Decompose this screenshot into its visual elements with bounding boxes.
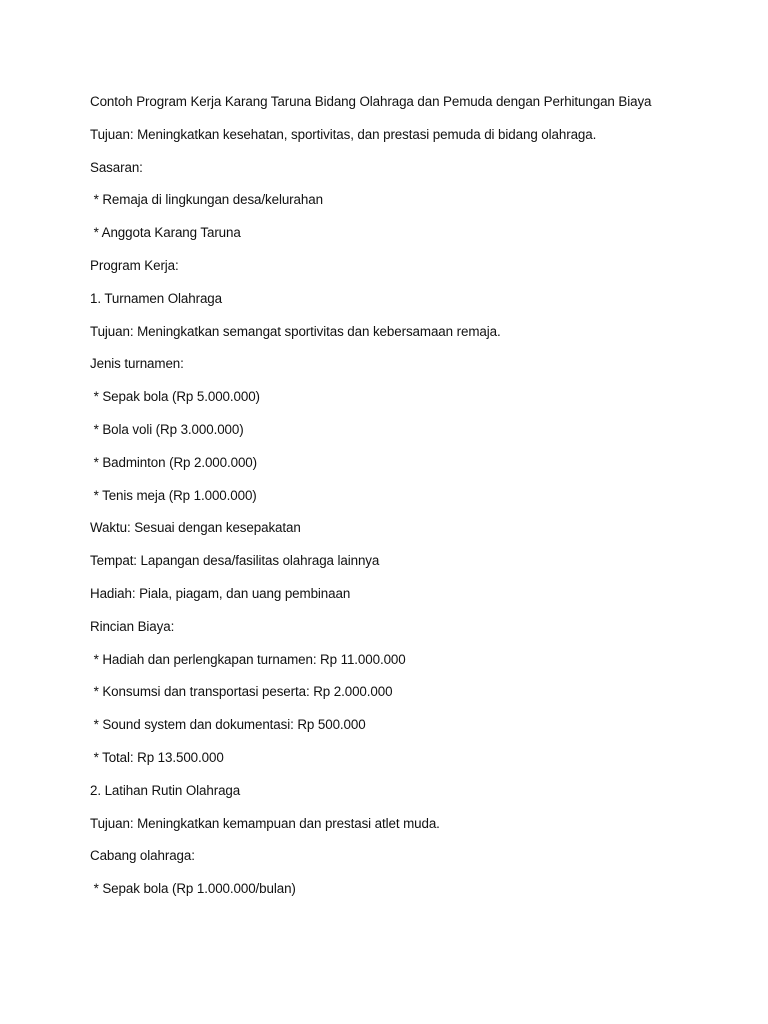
tournament-item: * Sepak bola (Rp 5.000.000) [90,389,260,405]
goal-line: Tujuan: Meningkatkan kesehatan, sportivitas, dan prestasi pemuda di bidang olahraga. [90,126,597,142]
cost-item: * Hadiah dan perlengkapan turnamen: Rp 11.000.000 [90,651,406,667]
program-1-goal: Tujuan: Meningkatkan semangat sportivitas dan kebersamaan remaja. [90,323,501,339]
tournament-item: * Bola voli (Rp 3.000.000) [90,421,244,437]
prize-line: Hadiah: Piala, piagam, dan uang pembinaan [90,585,351,601]
target-item: * Anggota Karang Taruna [90,225,241,241]
target-heading: Sasaran: [90,159,143,175]
program-2-title: 2. Latihan Rutin Olahraga [90,782,241,798]
program-heading: Program Kerja: [90,257,179,273]
cost-item: * Sound system dan dokumentasi: Rp 500.000 [90,717,366,733]
time-line: Waktu: Sesuai dengan kesepakatan [90,520,301,536]
tournament-types-heading: Jenis turnamen: [90,356,184,372]
tournament-item: * Badminton (Rp 2.000.000) [90,454,258,470]
program-1-title: 1. Turnamen Olahraga [90,290,222,306]
tournament-item: * Tenis meja (Rp 1.000.000) [90,487,257,503]
program-2-goal: Tujuan: Meningkatkan kemampuan dan prestasi atlet muda. [90,815,440,831]
cost-total: * Total: Rp 13.500.000 [90,749,224,765]
sports-branch-item: * Sepak bola (Rp 1.000.000/bulan) [90,881,296,897]
cost-item: * Konsumsi dan transportasi peserta: Rp 2.000.000 [90,684,393,700]
document-title: Contoh Program Kerja Karang Taruna Bidang Olahraga dan Pemuda dengan Perhitungan Biaya [90,94,652,109]
place-line: Tempat: Lapangan desa/fasilitas olahraga lainnya [90,553,380,569]
target-item: * Remaja di lingkungan desa/kelurahan [90,192,323,208]
sports-branch-heading: Cabang olahraga: [90,848,195,864]
document-text [90,92,730,912]
cost-heading: Rincian Biaya: [90,618,175,634]
